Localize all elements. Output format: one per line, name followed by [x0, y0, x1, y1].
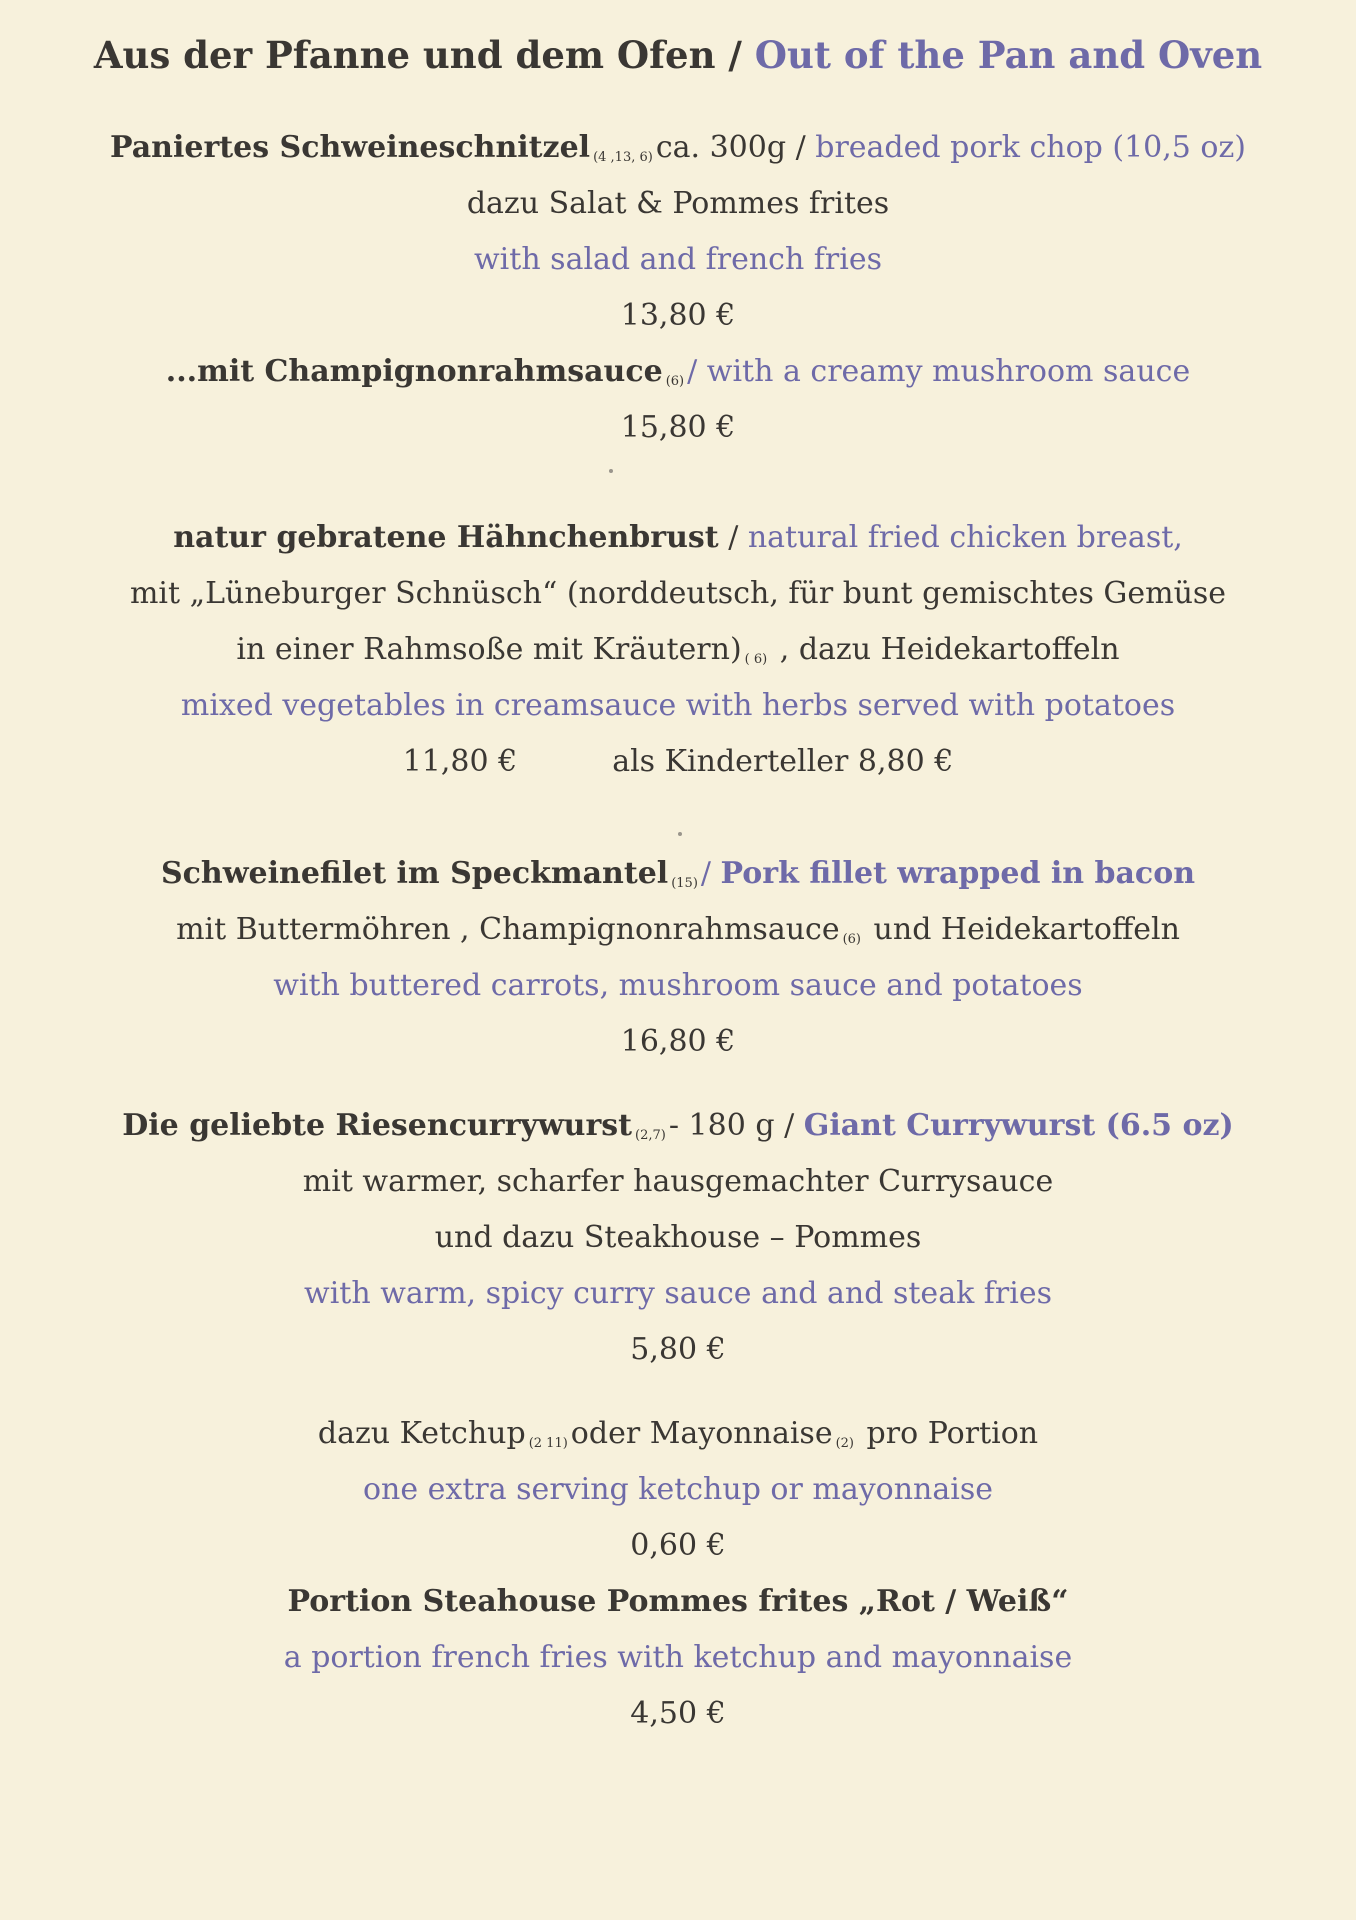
item-description-english: with salad and french fries: [473, 242, 882, 277]
description-part: und Heidekartoffeln: [864, 912, 1180, 947]
allergen-codes: (4 ,13, 6): [593, 150, 653, 165]
item-name-german: natur gebratene Hähnchenbrust: [173, 520, 719, 555]
item-name-english: natural fried chicken breast,: [747, 520, 1183, 555]
item-currywurst-heading: [0, 1106, 1356, 1156]
separator: /: [700, 856, 721, 891]
allergen-codes: (2): [835, 1436, 855, 1451]
item-description-english: with warm, spicy curry sauce and and steak fries: [304, 1276, 1052, 1311]
allergen-codes: (2 11): [528, 1436, 568, 1451]
kids-plate-price: als Kinderteller 8,80 €: [612, 744, 954, 779]
item-description-english: with buttered carrots, mushroom sauce and potatoes: [273, 968, 1083, 1003]
paper-speck: [678, 832, 682, 836]
item-description-german-2: und dazu Steakhouse – Pommes: [434, 1220, 922, 1255]
allergen-codes: (15): [671, 876, 698, 891]
item-fries-portion-heading: Portion Steahouse Pommes frites „Rot / Weiß“: [287, 1584, 1069, 1619]
item-sauce-extra-heading: [0, 1414, 1356, 1464]
item-description-german-1: mit warmer, scharfer hausgemachter Currysauce: [302, 1164, 1054, 1199]
title-separator: /: [715, 33, 755, 77]
item-name-english: Pork fillet wrapped in bacon: [720, 856, 1196, 891]
item-price: 13,80 €: [620, 298, 736, 333]
item-description-english: a portion french fries with ketchup and mayonnaise: [283, 1640, 1073, 1675]
description-part: dazu Ketchup: [317, 1416, 526, 1451]
page-title: [0, 32, 1356, 78]
item-price: 0,60 €: [630, 1528, 726, 1563]
description-part: , dazu Heidekartoffeln: [770, 632, 1120, 667]
item-name-english: breaded pork chop (10,5 oz): [815, 130, 1246, 165]
item-name-german: Paniertes Schweineschnitzel: [109, 130, 591, 165]
description-part: mit Buttermöhren , Champignonrahmsauce: [176, 912, 840, 947]
allergen-codes: ( 6): [744, 652, 768, 667]
separator: /: [786, 130, 816, 165]
title-german: Aus der Pfanne und dem Ofen: [93, 33, 716, 77]
item-description-english: one extra serving ketchup or mayonnaise: [363, 1472, 993, 1507]
description-part: in einer Rahmsoße mit Kräutern): [236, 632, 742, 667]
paper-speck: [609, 469, 613, 473]
item-weight: - 180 g: [668, 1108, 775, 1143]
item-name-german: Schweinefilet im Speckmantel: [160, 856, 669, 891]
item-description-english: mixed vegetables in creamsauce with herbs served with potatoes: [180, 688, 1176, 723]
item-name-german: ...mit Champignonrahmsauce: [165, 354, 663, 389]
item-chicken-heading: [0, 518, 1356, 558]
item-mushroom-variant-heading: [0, 352, 1356, 402]
item-price: 15,80 €: [620, 410, 736, 445]
description-part: oder Mayonnaise: [570, 1416, 833, 1451]
item-name-english: Giant Currywurst (6.5 oz): [803, 1108, 1234, 1143]
allergen-codes: (2,7): [635, 1128, 666, 1143]
item-price: 4,50 €: [630, 1696, 726, 1731]
separator: /: [687, 354, 707, 389]
title-english: Out of the Pan and Oven: [754, 33, 1263, 77]
item-description-german-1: mit „Lüneburger Schnüsch“ (norddeutsch, für bunt gemischtes Gemüse: [129, 576, 1227, 611]
item-price-row: [0, 742, 1356, 782]
description-part: pro Portion: [857, 1416, 1039, 1451]
separator: /: [774, 1108, 804, 1143]
item-name-english: with a creamy mushroom sauce: [706, 354, 1191, 389]
item-schnitzel-heading: [0, 128, 1356, 178]
item-price: 16,80 €: [620, 1024, 736, 1059]
separator: /: [718, 520, 748, 555]
item-weight: ca. 300g: [655, 130, 787, 165]
allergen-codes: (6): [665, 374, 685, 389]
item-price: 5,80 €: [630, 1332, 726, 1367]
item-pork-fillet-heading: [0, 854, 1356, 904]
item-description-german-2: [0, 630, 1356, 680]
item-description-german: [0, 910, 1356, 960]
allergen-codes: (6): [842, 932, 862, 947]
item-description-german: dazu Salat & Pommes frites: [466, 186, 890, 221]
item-name-german: Die geliebte Riesencurrywurst: [122, 1108, 633, 1143]
item-price: 11,80 €: [402, 744, 518, 779]
